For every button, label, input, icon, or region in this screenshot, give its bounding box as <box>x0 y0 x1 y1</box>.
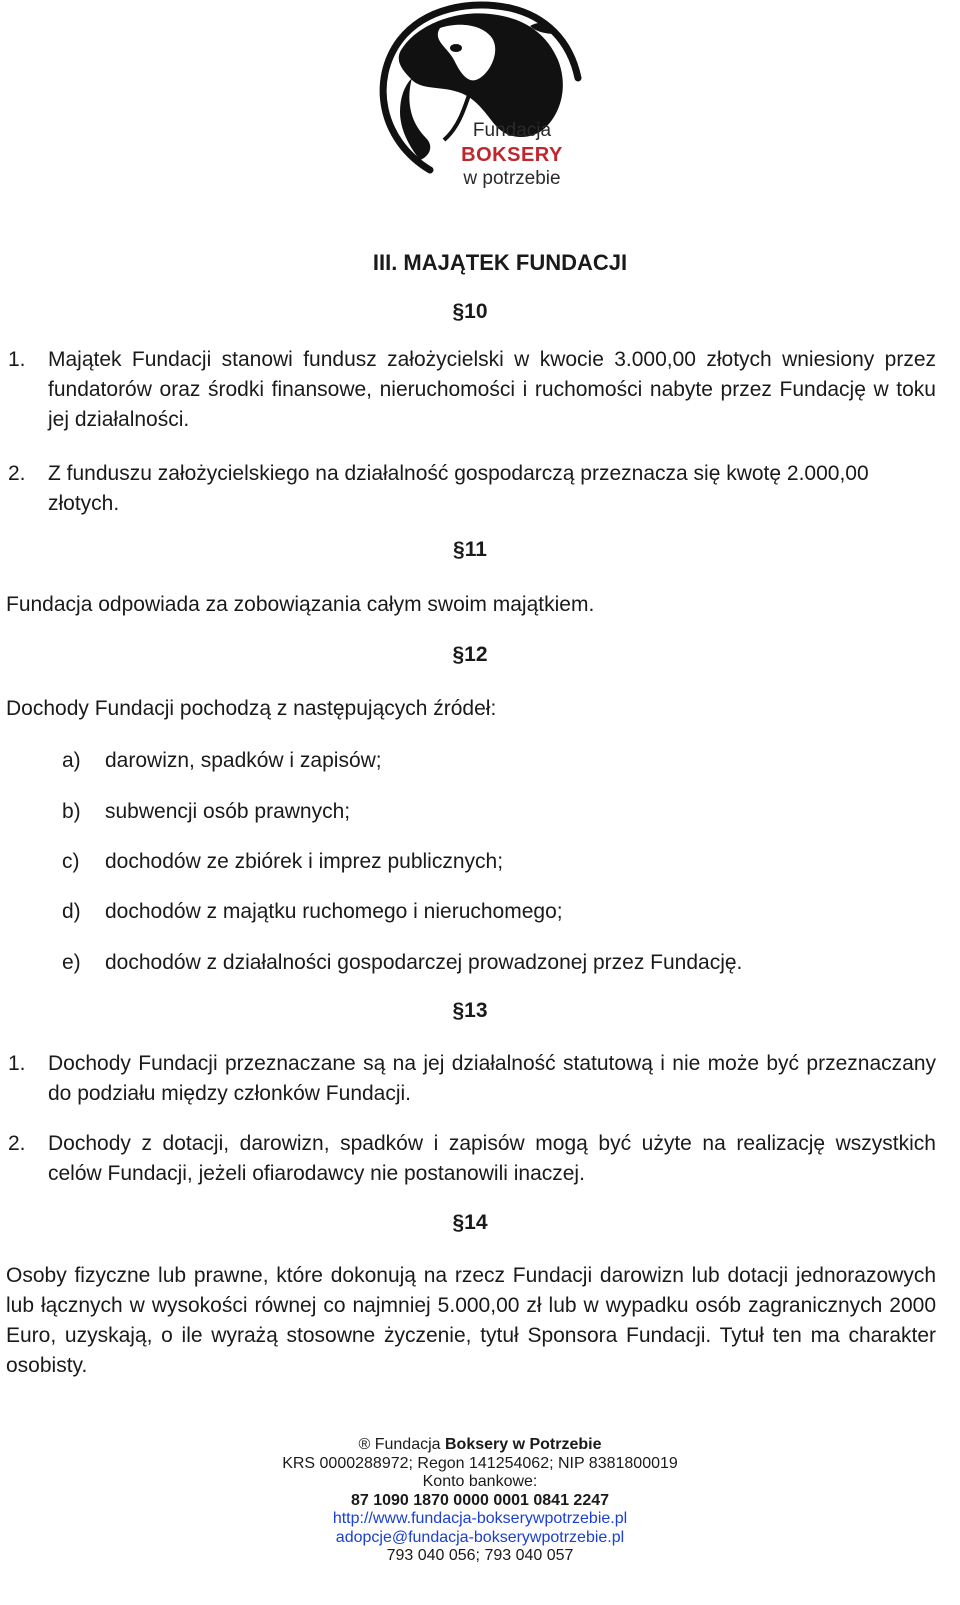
logo-text-w-potrzebie: w potrzebie <box>463 168 561 189</box>
foundation-logo <box>360 0 600 220</box>
footer-bank-account: 87 1090 1870 0000 0001 0841 2247 <box>350 1491 610 1509</box>
list-item-letter: b) <box>62 800 81 823</box>
footer-foundation-prefix: ® Fundacja <box>358 1436 445 1453</box>
footer-bank-label: Konto bankowe: <box>422 1473 538 1490</box>
section-13-p1-text: Dochody Fundacji przeznaczane są na jej działalność statutową i nie może być przeznaczany do podziału między członków Fundacji. <box>48 1052 936 1105</box>
list-item <box>62 948 742 978</box>
list-item-letter: c) <box>62 850 80 873</box>
section-10-p2-text-continued: złotych. <box>48 492 120 515</box>
section-10-p2-text: Z funduszu założycielskiego na działalność gospodarczą przeznacza się kwotę 2.000,00 <box>48 462 869 485</box>
chapter-title: III. MAJĄTEK FUNDACJI <box>372 250 628 275</box>
footer-website-link[interactable]: http://www.fundacja-bokserywpotrzebie.pl <box>332 1510 628 1527</box>
list-item <box>62 847 503 877</box>
section-13-heading: §13 <box>452 999 488 1022</box>
footer-foundation-name: Boksery w Potrzebie <box>445 1436 602 1453</box>
footer-phone-numbers: 793 040 056; 793 040 057 <box>386 1547 574 1564</box>
footer <box>0 1436 960 1566</box>
section-10-p1-text: Majątek Fundacji stanowi fundusz założycielski w kwocie 3.000,00 złotych wniesiony przez fundatorów oraz środki finansowe, nieruchomości i ruchomości nabyte przez Fundację w toku jej działalności. <box>48 348 936 431</box>
section-14-text: Osoby fizyczne lub prawne, które dokonują na rzecz Fundacji darowizn lub dotacji jednorazowych lub łącznych w wysokości równej co najmniej 5.000,00 zł lub w wypadku osób zagranicznych 2000 Euro, uzyskają, o ile wyrażą stosowne życzenie, tytuł Sponsora Fundacji. Tytuł ten ma charakter osobisty. <box>6 1264 936 1377</box>
list-item-letter: d) <box>62 900 81 923</box>
section-14-heading: §14 <box>452 1211 488 1234</box>
list-item-text: dochodów ze zbiórek i imprez publicznych; <box>105 850 504 873</box>
list-item-letter: e) <box>62 951 81 974</box>
section-10-p2-number: 2. <box>8 462 26 485</box>
logo-text-boksery: BOKSERY <box>461 144 563 166</box>
section-13-p1-number: 1. <box>8 1052 26 1075</box>
section-12-heading: §12 <box>452 643 488 666</box>
section-10-heading: §10 <box>452 300 488 323</box>
footer-email-link[interactable]: adopcje@fundacja-bokserywpotrzebie.pl <box>335 1528 625 1546</box>
section-13-p2-number: 2. <box>8 1132 26 1155</box>
section-10-p1-number: 1. <box>8 348 26 371</box>
section-11-text: Fundacja odpowiada za zobowiązania całym swoim majątkiem. <box>6 593 595 616</box>
list-item <box>62 897 563 927</box>
footer-registry-numbers: KRS 0000288972; Regon 141254062; NIP 8381800019 <box>282 1454 678 1472</box>
section-12-intro: Dochody Fundacji pochodzą z następujących źródeł: <box>6 697 497 720</box>
list-item <box>62 746 382 776</box>
section-13-p2-text: Dochody z dotacji, darowizn, spadków i zapisów mogą być użyte na realizację wszystkich celów Fundacji, jeżeli ofiarodawcy nie postanowili inaczej. <box>48 1132 936 1185</box>
footer-copyright-line <box>0 1436 960 1455</box>
section-11-heading: §11 <box>453 538 487 561</box>
list-item-text: darowizn, spadków i zapisów; <box>105 749 382 772</box>
list-item-text: subwencji osób prawnych; <box>105 800 351 823</box>
list-item-letter: a) <box>62 749 81 772</box>
list-item-text: dochodów z działalności gospodarczej prowadzonej przez Fundację. <box>105 951 743 974</box>
list-item-text: dochodów z majątku ruchomego i nieruchomego; <box>105 900 563 923</box>
logo-text-fundacja: Fundacja <box>472 120 552 141</box>
list-item <box>62 797 350 827</box>
